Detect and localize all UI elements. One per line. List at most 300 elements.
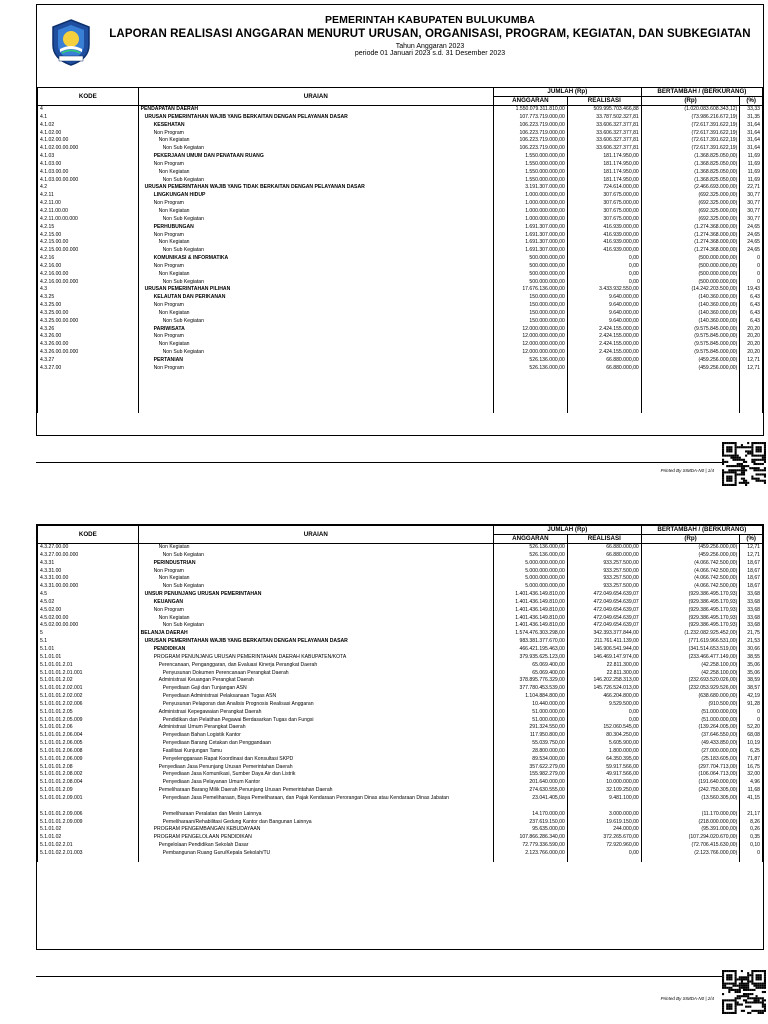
table-row xyxy=(38,819,763,827)
anggaran-cell: 14.170.000,00 xyxy=(493,811,567,819)
persen-cell: 38,57 xyxy=(740,685,763,693)
persen-cell: 20,20 xyxy=(740,349,763,357)
col-bertambah: BERTAMBAH / (BERKURANG) xyxy=(641,526,762,535)
persen-cell: 22,71 xyxy=(740,184,763,192)
anggaran-cell: 5.000.000.000,00 xyxy=(493,560,567,568)
anggaran-cell: 51.000.000,00 xyxy=(493,709,567,717)
realisasi-cell: 466.204.800,00 xyxy=(567,693,641,701)
kode-cell: 5.1.01.01.2.09 xyxy=(38,787,139,795)
selisih-cell: (2.123.766.000,00) xyxy=(641,850,740,858)
persen-cell: 20,20 xyxy=(740,333,763,341)
realisasi-cell: 152.060.545,00 xyxy=(567,724,641,732)
uraian-cell: Non Sub Kegiatan xyxy=(138,145,493,153)
selisih-cell: (929.386.495.170,93) xyxy=(641,607,740,615)
selisih-cell: (232.053.929.526,00) xyxy=(641,685,740,693)
empty-cell xyxy=(493,858,567,862)
table-row xyxy=(38,349,763,357)
table-row xyxy=(38,263,763,271)
uraian-cell: Pendidikan dan Pelatihan Pegawai Berdasarkan Tugas dan Fungsi xyxy=(138,717,493,725)
selisih-cell: (771.619.966.531,00) xyxy=(641,638,740,646)
uraian-cell: KOMUNIKASI & INFORMATIKA xyxy=(138,255,493,263)
table-row xyxy=(38,286,763,294)
kode-cell: 4.2.11 xyxy=(38,192,139,200)
uraian-cell: LINGKUNGAN HIDUP xyxy=(138,192,493,200)
kode-cell: 5.1.01 xyxy=(38,646,139,654)
persen-cell: 10,19 xyxy=(740,740,763,748)
table-row xyxy=(38,732,763,740)
selisih-cell: (72.617.391.622,19) xyxy=(641,145,740,153)
anggaran-cell: 1.550.079.311.810,00 xyxy=(493,106,567,114)
selisih-cell: (1.232.082.925.452,00) xyxy=(641,630,740,638)
selisih-cell: (72.706.415.630,00) xyxy=(641,842,740,850)
persen-cell: 30,77 xyxy=(740,200,763,208)
table-row xyxy=(38,826,763,834)
empty-cell xyxy=(138,858,493,862)
realisasi-cell: 724.614.000,00 xyxy=(567,184,641,192)
report-period: periode 01 Januari 2023 s.d. 31 Desember 2023 xyxy=(354,50,506,57)
realisasi-cell: 416.939.000,00 xyxy=(567,224,641,232)
anggaran-cell: 500.000.000,00 xyxy=(493,255,567,263)
uraian-cell: URUSAN PEMERINTAHAN WAJIB YANG TIDAK BERKAITAN DENGAN PELAYANAN DASAR xyxy=(138,184,493,192)
selisih-cell: (13.560.305,00) xyxy=(641,795,740,811)
empty-cell xyxy=(38,373,139,413)
selisih-cell: (107.294.020.670,00) xyxy=(641,834,740,842)
persen-cell: 12,71 xyxy=(740,357,763,365)
selisih-cell: (140.360.000,00) xyxy=(641,318,740,326)
realisasi-cell: 80.304.250,00 xyxy=(567,732,641,740)
table-row xyxy=(38,568,763,576)
report-page-2 xyxy=(36,524,764,950)
anggaran-cell: 107.866.286.340,00 xyxy=(493,834,567,842)
col-uraian: URAIAN xyxy=(138,88,493,106)
uraian-cell: PROGRAM PENUNJANG URUSAN PEMERINTAHAN DAERAH KABUPATEN/KOTA xyxy=(138,654,493,662)
persen-cell: 35,06 xyxy=(740,670,763,678)
fiscal-year: Tahun Anggaran 2023 xyxy=(395,43,465,50)
realisasi-cell: 10.000.000,00 xyxy=(567,779,641,787)
realisasi-cell: 146.202.258.313,00 xyxy=(567,677,641,685)
table-row xyxy=(38,357,763,365)
uraian-cell: Non Sub Kegiatan xyxy=(138,177,493,185)
table-row xyxy=(38,192,763,200)
table-row xyxy=(38,670,763,678)
realisasi-cell: 211.761.411.139,00 xyxy=(567,638,641,646)
persen-cell: 0 xyxy=(740,709,763,717)
uraian-cell: Penyediaan Bahan Logistik Kantor xyxy=(138,732,493,740)
anggaran-cell: 1.104.884.800,00 xyxy=(493,693,567,701)
kode-cell: 4.2.16.00.00 xyxy=(38,271,139,279)
table-row xyxy=(38,842,763,850)
realisasi-cell: 9.529.500,00 xyxy=(567,701,641,709)
kode-cell: 4.2.15.00.00.000 xyxy=(38,247,139,255)
realisasi-cell: 0,00 xyxy=(567,271,641,279)
uraian-cell: Non Program xyxy=(138,333,493,341)
anggaran-cell: 155.982.279,00 xyxy=(493,771,567,779)
realisasi-cell: 72.920.960,00 xyxy=(567,842,641,850)
table-row xyxy=(38,279,763,287)
persen-cell: 0,10 xyxy=(740,842,763,850)
persen-cell: 38,55 xyxy=(740,654,763,662)
col-rp: (Rp) xyxy=(641,97,740,106)
selisih-cell: (1.274.368.000,00) xyxy=(641,232,740,240)
realisasi-cell: 181.174.950,00 xyxy=(567,177,641,185)
persen-cell: 33,68 xyxy=(740,599,763,607)
kode-cell: 5.1.01.01 xyxy=(38,654,139,662)
realisasi-cell: 0,00 xyxy=(567,850,641,858)
persen-cell: 91,28 xyxy=(740,701,763,709)
realisasi-cell: 307.675.000,00 xyxy=(567,216,641,224)
selisih-cell: (1.274.368.000,00) xyxy=(641,239,740,247)
anggaran-cell: 1.401.436.149.810,00 xyxy=(493,615,567,623)
persen-cell: 32,00 xyxy=(740,771,763,779)
persen-cell: 0 xyxy=(740,255,763,263)
kode-cell: 4.1.02 xyxy=(38,122,139,130)
table-row xyxy=(38,208,763,216)
selisih-cell: (73.986.216.672,19) xyxy=(641,114,740,122)
kode-cell: 4.3.31.00.00.000 xyxy=(38,583,139,591)
persen-cell: 19,43 xyxy=(740,286,763,294)
realisasi-cell: 9.640.000,00 xyxy=(567,302,641,310)
realisasi-cell: 181.174.950,00 xyxy=(567,169,641,177)
realisasi-cell: 22.811.300,00 xyxy=(567,662,641,670)
selisih-cell: (72.617.391.622,19) xyxy=(641,130,740,138)
anggaran-cell: 72.779.336.590,00 xyxy=(493,842,567,850)
uraian-cell: Non Program xyxy=(138,161,493,169)
anggaran-cell: 3.191.307.000,00 xyxy=(493,184,567,192)
realisasi-cell: 145.726.524.013,00 xyxy=(567,685,641,693)
persen-cell: 21,53 xyxy=(740,638,763,646)
selisih-cell: (929.386.495.170,93) xyxy=(641,622,740,630)
persen-cell: 30,77 xyxy=(740,192,763,200)
kode-cell: 4.3.25.00.00.000 xyxy=(38,318,139,326)
kode-cell: 4.2.15.00.00 xyxy=(38,239,139,247)
kode-cell: 5.1.01.01.2.09.009 xyxy=(38,819,139,827)
empty-cell xyxy=(567,373,641,413)
uraian-cell: Non Sub Kegiatan xyxy=(138,318,493,326)
persen-cell: 21,17 xyxy=(740,811,763,819)
realisasi-cell: 181.174.950,00 xyxy=(567,161,641,169)
anggaran-cell: 150.000.000,00 xyxy=(493,318,567,326)
realisasi-cell: 22.811.300,00 xyxy=(567,670,641,678)
kode-cell: 4.2.15 xyxy=(38,224,139,232)
uraian-cell: Penyediaan Jasa Pemeliharaan, Biaya Pemeliharaan, dan Pajak Kendaraan Perorangan Dinas atau Kendaraan Dinas Jabatan xyxy=(138,795,493,811)
selisih-cell: (500.000.000,00) xyxy=(641,279,740,287)
kode-cell: 4.2.16.00.00.000 xyxy=(38,279,139,287)
col-bertambah: BERTAMBAH / (BERKURANG) xyxy=(641,88,762,97)
kode-cell: 5.1.01.01.2.05.009 xyxy=(38,717,139,725)
uraian-cell: URUSAN PEMERINTAHAN WAJIB YANG BERKAITAN DENGAN PELAYANAN DASAR xyxy=(138,114,493,122)
anggaran-cell: 1.401.436.149.810,00 xyxy=(493,599,567,607)
uraian-cell: PERTANIAN xyxy=(138,357,493,365)
table-row xyxy=(38,630,763,638)
table-row xyxy=(38,216,763,224)
anggaran-cell: 1.000.000.000,00 xyxy=(493,192,567,200)
uraian-cell: Pemeliharaan/Rehabilitasi Gedung Kantor dan Bangunan Lainnya xyxy=(138,819,493,827)
realisasi-cell: 64.350.395,00 xyxy=(567,756,641,764)
kode-cell: 4.3.31.00.00 xyxy=(38,575,139,583)
table-row xyxy=(38,294,763,302)
persen-cell: 33,33 xyxy=(740,106,763,114)
realisasi-cell: 372.265.670,00 xyxy=(567,834,641,842)
kode-cell: 4.2.15.00 xyxy=(38,232,139,240)
persen-cell: 38,59 xyxy=(740,677,763,685)
selisih-cell: (1.368.825.050,00) xyxy=(641,177,740,185)
selisih-cell: (459.256.000,00) xyxy=(641,544,740,552)
realisasi-cell: 472.049.654.639,07 xyxy=(567,607,641,615)
selisih-cell: (2.466.693.000,00) xyxy=(641,184,740,192)
kode-cell: 4.5.02.00 xyxy=(38,607,139,615)
uraian-cell: Non Kegiatan xyxy=(138,544,493,552)
kode-cell: 4.1.03 xyxy=(38,153,139,161)
table-row xyxy=(38,748,763,756)
uraian-cell: Penyediaan Administrasi Pelaksanaan Tugas ASN xyxy=(138,693,493,701)
realisasi-cell: 181.174.950,00 xyxy=(567,153,641,161)
table-row xyxy=(38,717,763,725)
table-row xyxy=(38,693,763,701)
col-realisasi: REALISASI xyxy=(567,97,641,106)
persen-cell: 11,69 xyxy=(740,153,763,161)
realisasi-cell: 66.880.000,00 xyxy=(567,544,641,552)
table-row xyxy=(38,552,763,560)
persen-cell: 12,71 xyxy=(740,365,763,373)
table-row xyxy=(38,271,763,279)
anggaran-cell: 1.401.436.149.810,00 xyxy=(493,607,567,615)
uraian-cell: Non Sub Kegiatan xyxy=(138,552,493,560)
selisih-cell: (37.646.550,00) xyxy=(641,732,740,740)
table-row xyxy=(38,701,763,709)
table-row xyxy=(38,740,763,748)
persen-cell: 6,43 xyxy=(740,302,763,310)
kode-cell: 5.1.01.02.2.01 xyxy=(38,842,139,850)
anggaran-cell: 2.123.766.000,00 xyxy=(493,850,567,858)
table-row xyxy=(38,153,763,161)
selisih-cell: (218.000.000,00) xyxy=(641,819,740,827)
selisih-cell: (106.064.713,00) xyxy=(641,771,740,779)
anggaran-cell: 1.691.307.000,00 xyxy=(493,239,567,247)
anggaran-cell: 5.000.000.000,00 xyxy=(493,568,567,576)
persen-cell: 16,75 xyxy=(740,764,763,772)
anggaran-cell: 1.401.436.149.810,00 xyxy=(493,622,567,630)
kode-cell: 4.2.11.00 xyxy=(38,200,139,208)
persen-cell: 24,65 xyxy=(740,224,763,232)
table-spacer-row xyxy=(38,858,763,862)
anggaran-cell: 526.136.000,00 xyxy=(493,544,567,552)
anggaran-cell: 1.000.000.000,00 xyxy=(493,200,567,208)
selisih-cell: (51.000.000,00) xyxy=(641,717,740,725)
anggaran-cell: 526.136.000,00 xyxy=(493,357,567,365)
table-row xyxy=(38,130,763,138)
selisih-cell: (341.514.653.519,00) xyxy=(641,646,740,654)
anggaran-cell: 12.000.000.000,00 xyxy=(493,333,567,341)
anggaran-cell: 12.000.000.000,00 xyxy=(493,341,567,349)
kode-cell: 5.1.01.01.2.02.001 xyxy=(38,685,139,693)
persen-cell: 18,67 xyxy=(740,575,763,583)
kode-cell: 4.1.02.00.00 xyxy=(38,137,139,145)
anggaran-cell: 65.069.400,00 xyxy=(493,662,567,670)
uraian-cell: Penyediaan Jasa Penunjang Urusan Pemerintahan Daerah xyxy=(138,764,493,772)
realisasi-cell: 49.917.566,00 xyxy=(567,771,641,779)
realisasi-cell: 472.049.654.639,07 xyxy=(567,622,641,630)
empty-cell xyxy=(740,373,763,413)
table-row xyxy=(38,779,763,787)
anggaran-cell: 106.223.719.000,00 xyxy=(493,145,567,153)
kode-cell: 5.1.01.01.2.06.008 xyxy=(38,748,139,756)
uraian-cell: PERINDUSTRIAN xyxy=(138,560,493,568)
bulukumba-logo-icon xyxy=(46,17,96,67)
selisih-cell: (11.170.000,00) xyxy=(641,811,740,819)
selisih-cell: (1.020.083.608.343,12) xyxy=(641,106,740,114)
table-row xyxy=(38,850,763,858)
kode-cell: 4.5.02.00.00.000 xyxy=(38,622,139,630)
table-row xyxy=(38,310,763,318)
realisasi-cell: 3.433.932.550,00 xyxy=(567,286,641,294)
uraian-cell: Non Program xyxy=(138,130,493,138)
table-row xyxy=(38,560,763,568)
page-break-line xyxy=(36,976,764,977)
selisih-cell: (459.256.000,00) xyxy=(641,552,740,560)
col-pct: (%) xyxy=(740,535,763,544)
anggaran-cell: 12.000.000.000,00 xyxy=(493,326,567,334)
anggaran-cell: 12.000.000.000,00 xyxy=(493,349,567,357)
persen-cell: 31,64 xyxy=(740,122,763,130)
selisih-cell: (140.360.000,00) xyxy=(641,294,740,302)
uraian-cell: PEKERJAAN UMUM DAN PENATAAN RUANG xyxy=(138,153,493,161)
anggaran-cell: 1.691.307.000,00 xyxy=(493,232,567,240)
persen-cell: 4,96 xyxy=(740,779,763,787)
anggaran-cell: 117.950.800,00 xyxy=(493,732,567,740)
uraian-cell: Non Sub Kegiatan xyxy=(138,279,493,287)
uraian-cell: Non Program xyxy=(138,263,493,271)
persen-cell: 30,77 xyxy=(740,216,763,224)
uraian-cell: URUSAN PEMERINTAHAN PILIHAN xyxy=(138,286,493,294)
table-row xyxy=(38,677,763,685)
selisih-cell: (1.274.368.000,00) xyxy=(641,247,740,255)
realisasi-cell: 33.606.327.377,81 xyxy=(567,145,641,153)
kode-cell: 4.2.16.00 xyxy=(38,263,139,271)
kode-cell: 5.1.01.01.2.05 xyxy=(38,709,139,717)
persen-cell: 0 xyxy=(740,279,763,287)
table-row xyxy=(38,122,763,130)
persen-cell: 52,20 xyxy=(740,724,763,732)
persen-cell: 11,69 xyxy=(740,169,763,177)
budget-table xyxy=(37,87,763,413)
uraian-cell: PERHUBUNGAN xyxy=(138,224,493,232)
uraian-cell: Non Sub Kegiatan xyxy=(138,583,493,591)
persen-cell: 24,65 xyxy=(740,239,763,247)
table-spacer-row xyxy=(38,373,763,413)
anggaran-cell: 5.000.000.000,00 xyxy=(493,583,567,591)
persen-cell: 33,68 xyxy=(740,622,763,630)
realisasi-cell: 66.880.000,00 xyxy=(567,365,641,373)
anggaran-cell: 106.223.719.000,00 xyxy=(493,122,567,130)
persen-cell: 0,26 xyxy=(740,826,763,834)
kode-cell: 5.1.01.01.2.02.006 xyxy=(38,701,139,709)
anggaran-cell: 1.550.000.000,00 xyxy=(493,177,567,185)
uraian-cell: UNSUR PENUNJANG URUSAN PEMERINTAHAN xyxy=(138,591,493,599)
selisih-cell: (4.066.742.500,00) xyxy=(641,568,740,576)
realisasi-cell: 9.481.100,00 xyxy=(567,795,641,811)
anggaran-cell: 983.381.377.670,00 xyxy=(493,638,567,646)
table-row xyxy=(38,591,763,599)
kode-cell: 4.1 xyxy=(38,114,139,122)
empty-cell xyxy=(38,858,139,862)
selisih-cell: (9.575.845.000,00) xyxy=(641,341,740,349)
selisih-cell: (9.575.845.000,00) xyxy=(641,326,740,334)
kode-cell: 4.3.27 xyxy=(38,357,139,365)
table-row xyxy=(38,106,763,114)
table-row xyxy=(38,145,763,153)
kode-cell: 5.1.01.01.2.02 xyxy=(38,677,139,685)
persen-cell: 0 xyxy=(740,717,763,725)
realisasi-cell: 472.049.654.639,07 xyxy=(567,615,641,623)
kode-cell: 4.1.03.00.00.000 xyxy=(38,177,139,185)
table-row xyxy=(38,685,763,693)
kode-cell: 4.3 xyxy=(38,286,139,294)
anggaran-cell: 500.000.000,00 xyxy=(493,263,567,271)
realisasi-cell: 416.939.000,00 xyxy=(567,247,641,255)
selisih-cell: (500.000.000,00) xyxy=(641,271,740,279)
realisasi-cell: 9.640.000,00 xyxy=(567,294,641,302)
kode-cell: 5.1.01.01.2.08.004 xyxy=(38,779,139,787)
kode-cell: 4.1.03.00 xyxy=(38,161,139,169)
realisasi-cell: 66.880.000,00 xyxy=(567,357,641,365)
persen-cell: 12,71 xyxy=(740,552,763,560)
uraian-cell: KELAUTAN DAN PERIKANAN xyxy=(138,294,493,302)
persen-cell: 20,20 xyxy=(740,341,763,349)
persen-cell: 11,69 xyxy=(740,177,763,185)
table-row xyxy=(38,365,763,373)
selisih-cell: (233.466.477.149,00) xyxy=(641,654,740,662)
table-row xyxy=(38,247,763,255)
uraian-cell: Non Program xyxy=(138,232,493,240)
persen-cell: 0 xyxy=(740,271,763,279)
table-row xyxy=(38,232,763,240)
realisasi-cell: 33.787.502.327,81 xyxy=(567,114,641,122)
kode-cell: 4.3.27.00 xyxy=(38,365,139,373)
anggaran-cell: 106.223.719.000,00 xyxy=(493,137,567,145)
empty-cell xyxy=(641,373,740,413)
persen-cell: 30,66 xyxy=(740,646,763,654)
kode-cell: 5.1.01.01.2.09.006 xyxy=(38,811,139,819)
selisih-cell: (500.000.000,00) xyxy=(641,263,740,271)
selisih-cell: (140.360.000,00) xyxy=(641,310,740,318)
kode-cell: 4.3.25.00.00 xyxy=(38,310,139,318)
uraian-cell: PARIWISATA xyxy=(138,326,493,334)
selisih-cell: (42.258.100,00) xyxy=(641,670,740,678)
uraian-cell: URUSAN PEMERINTAHAN WAJIB YANG BERKAITAN DENGAN PELAYANAN DASAR xyxy=(138,638,493,646)
realisasi-cell: 59.917.566,00 xyxy=(567,764,641,772)
anggaran-cell: 150.000.000,00 xyxy=(493,294,567,302)
uraian-cell: Pembangunan Ruang Guru/Kepala Sekolah/TU xyxy=(138,850,493,858)
persen-cell: 24,65 xyxy=(740,247,763,255)
selisih-cell: (1.368.825.050,00) xyxy=(641,153,740,161)
persen-cell: 24,65 xyxy=(740,232,763,240)
anggaran-cell: 378.895.776.329,00 xyxy=(493,677,567,685)
realisasi-cell: 472.049.654.639,07 xyxy=(567,599,641,607)
realisasi-cell: 66.880.000,00 xyxy=(567,552,641,560)
anggaran-cell: 526.136.000,00 xyxy=(493,365,567,373)
uraian-cell: PENDIDIKAN xyxy=(138,646,493,654)
realisasi-cell: 32.109.250,00 xyxy=(567,787,641,795)
anggaran-cell: 17.676.136.000,00 xyxy=(493,286,567,294)
anggaran-cell: 23.041.405,00 xyxy=(493,795,567,811)
selisih-cell: (692.325.000,00) xyxy=(641,200,740,208)
anggaran-cell: 1.000.000.000,00 xyxy=(493,208,567,216)
selisih-cell: (9.575.845.000,00) xyxy=(641,333,740,341)
persen-cell: 6,43 xyxy=(740,318,763,326)
col-kode: KODE xyxy=(38,88,139,106)
kode-cell: 5.1.01.01.2.02.002 xyxy=(38,693,139,701)
report-header xyxy=(37,5,763,87)
